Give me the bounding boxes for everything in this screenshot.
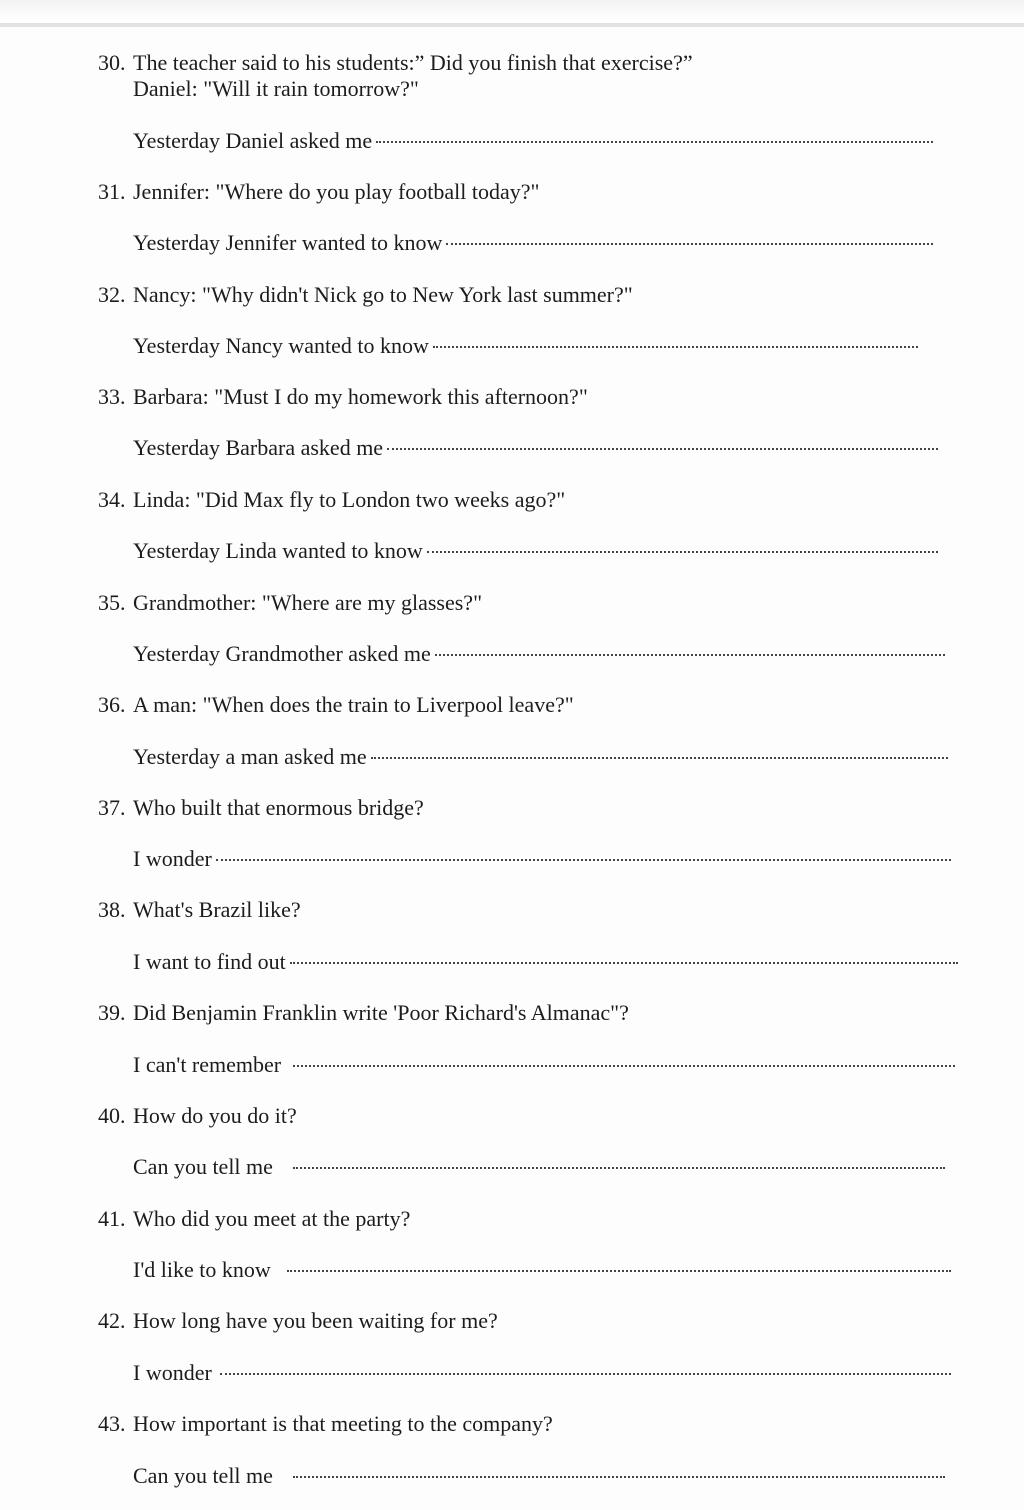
question-text: How do you do it? — [133, 1103, 297, 1128]
question-text: Jennifer: "Where do you play football today?" — [133, 179, 540, 204]
answer-line-38[interactable] — [133, 949, 958, 975]
answer-line-35[interactable] — [133, 641, 945, 667]
question-32 — [98, 282, 633, 308]
answer-prefix: Yesterday Nancy wanted to know — [133, 333, 429, 358]
answer-blank[interactable] — [427, 551, 938, 553]
question-40 — [98, 1103, 297, 1129]
answer-prefix: I wonder — [133, 1360, 212, 1385]
answer-blank[interactable] — [371, 757, 948, 759]
answer-prefix: I want to find out — [133, 949, 286, 974]
answer-prefix: Can you tell me — [133, 1463, 273, 1488]
question-text: How important is that meeting to the company? — [133, 1411, 553, 1436]
answer-line-31[interactable] — [133, 230, 933, 256]
answer-prefix: Yesterday Linda wanted to know — [133, 538, 423, 563]
question-38 — [98, 897, 301, 923]
page-top-divider — [0, 23, 1024, 27]
question-text: Linda: "Did Max fly to London two weeks ago?" — [133, 487, 566, 512]
question-text: Barbara: "Must I do my homework this afternoon?" — [133, 384, 588, 409]
answer-line-40[interactable] — [133, 1154, 945, 1180]
answer-blank[interactable] — [293, 1476, 945, 1478]
question-number: 40. — [98, 1103, 126, 1128]
answer-blank[interactable] — [433, 346, 918, 348]
answer-prefix: Yesterday Grandmother asked me — [133, 641, 431, 666]
question-33 — [98, 384, 588, 410]
question-35 — [98, 590, 482, 616]
answer-blank[interactable] — [293, 1167, 945, 1169]
answer-line-33[interactable] — [133, 435, 938, 461]
answer-prefix: Yesterday Jennifer wanted to know — [133, 230, 443, 255]
answer-prefix: Can you tell me — [133, 1154, 273, 1179]
question-37 — [98, 795, 424, 821]
answer-prefix: Yesterday Daniel asked me — [133, 128, 373, 153]
answer-prefix: Yesterday Barbara asked me — [133, 435, 384, 460]
question-31 — [98, 179, 540, 205]
question-30 — [98, 50, 693, 76]
answer-line-37[interactable] — [133, 846, 951, 872]
question-text: A man: "When does the train to Liverpool leave?" — [133, 692, 574, 717]
question-41 — [98, 1206, 410, 1232]
question-text: Who did you meet at the party? — [133, 1206, 411, 1231]
answer-prefix: Yesterday a man asked me — [133, 744, 367, 769]
question-number: 37. — [98, 795, 126, 820]
question-number: 41. — [98, 1206, 126, 1231]
answer-blank[interactable] — [293, 1065, 955, 1067]
question-number: 42. — [98, 1308, 126, 1333]
question-42 — [98, 1308, 498, 1334]
question-text: Did Benjamin Franklin write 'Poor Richard's Almanac"? — [133, 1000, 629, 1025]
question-39 — [98, 1000, 629, 1026]
answer-blank[interactable] — [290, 962, 958, 964]
answer-prefix: I wonder — [133, 846, 212, 871]
question-30-sub: Daniel: "Will it rain tomorrow?" — [133, 76, 419, 101]
answer-blank[interactable] — [387, 448, 938, 450]
question-number: 35. — [98, 590, 126, 615]
question-number: 43. — [98, 1411, 126, 1436]
answer-prefix: I'd like to know — [133, 1257, 271, 1282]
question-34 — [98, 487, 565, 513]
question-number: 32. — [98, 282, 126, 307]
question-number: 31. — [98, 179, 126, 204]
answer-prefix: I can't remember — [133, 1052, 282, 1077]
question-text: What's Brazil like? — [133, 897, 301, 922]
question-text: Who built that enormous bridge? — [133, 795, 424, 820]
answer-line-42[interactable] — [133, 1360, 951, 1386]
answer-line-41[interactable] — [133, 1257, 951, 1283]
question-number: 30. — [98, 50, 126, 75]
answer-blank[interactable] — [376, 141, 933, 143]
question-number: 33. — [98, 384, 126, 409]
answer-blank[interactable] — [435, 654, 945, 656]
answer-blank[interactable] — [220, 1373, 951, 1375]
question-36 — [98, 692, 574, 718]
answer-line-32[interactable] — [133, 333, 918, 359]
answer-line-36[interactable] — [133, 744, 948, 770]
question-number: 36. — [98, 692, 126, 717]
answer-line-39[interactable] — [133, 1052, 955, 1078]
page-top-edge — [0, 0, 1024, 22]
question-text: Grandmother: "Where are my glasses?" — [133, 590, 483, 615]
question-text: How long have you been waiting for me? — [133, 1308, 498, 1333]
answer-line-30[interactable] — [133, 128, 933, 154]
question-43 — [98, 1411, 553, 1437]
answer-line-34[interactable] — [133, 538, 938, 564]
answer-blank[interactable] — [216, 859, 951, 861]
question-number: 34. — [98, 487, 126, 512]
answer-line-43[interactable] — [133, 1463, 945, 1489]
question-number: 38. — [98, 897, 126, 922]
answer-blank[interactable] — [287, 1270, 951, 1272]
question-text: The teacher said to his students:” Did you finish that exercise?” — [133, 50, 693, 75]
answer-blank[interactable] — [446, 243, 933, 245]
question-text: Nancy: "Why didn't Nick go to New York last summer?" — [133, 282, 633, 307]
question-number: 39. — [98, 1000, 126, 1025]
